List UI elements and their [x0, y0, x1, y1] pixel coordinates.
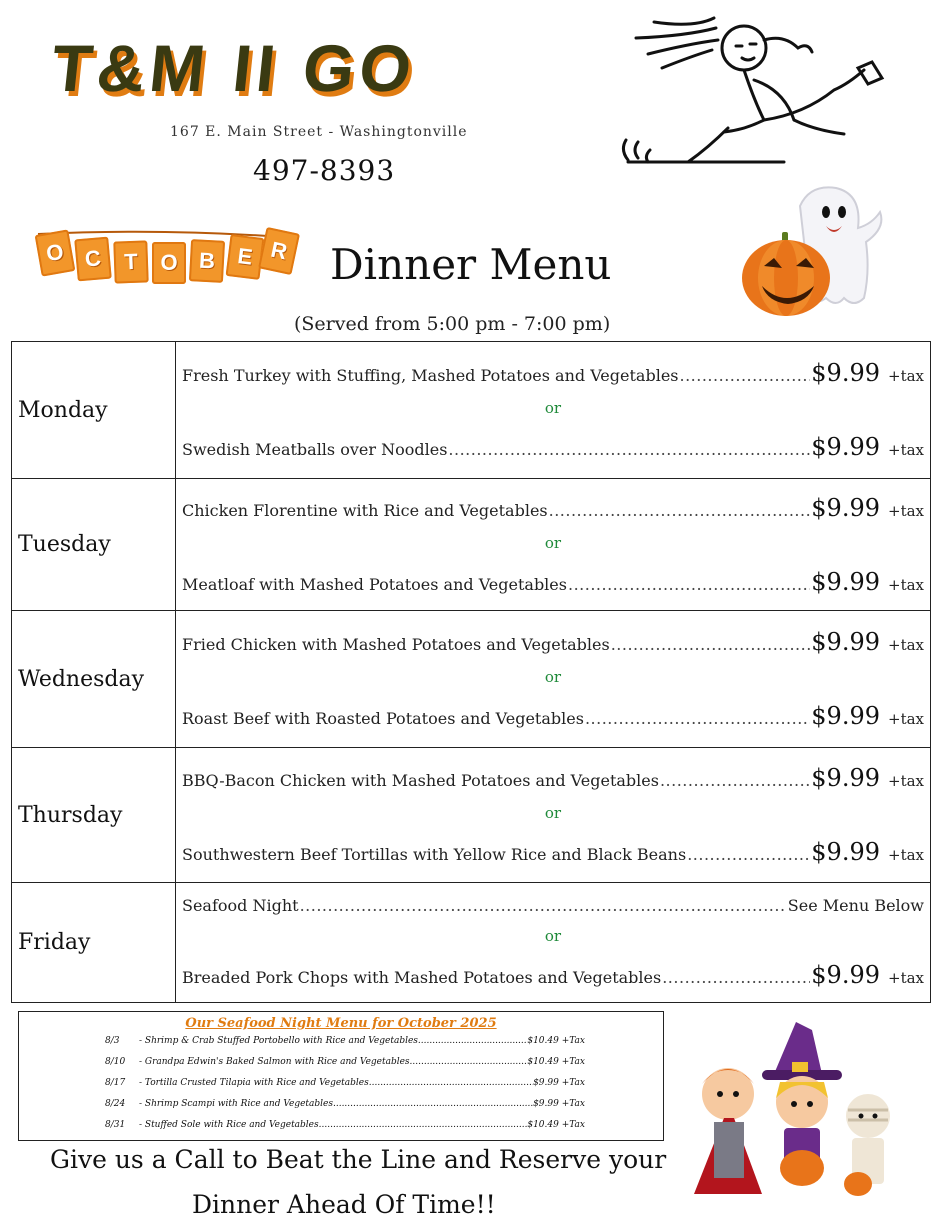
- item-tax: +tax: [888, 367, 924, 385]
- seafood-price: $9.99 +Tax: [533, 1078, 585, 1088]
- item-name: Roast Beef with Roasted Potatoes and Vegetables: [182, 709, 584, 728]
- seafood-price: $10.49 +Tax: [527, 1036, 585, 1046]
- item-name: Chicken Florentine with Rice and Vegetables: [182, 500, 548, 520]
- item-price: $9.99: [811, 567, 880, 596]
- item-name: Seafood Night: [182, 896, 299, 915]
- menu-items: [176, 479, 931, 611]
- or-separator: or: [544, 668, 562, 686]
- item-price: $9.99: [811, 493, 880, 522]
- item-tax: +tax: [888, 441, 924, 459]
- dinner-menu-table: [11, 341, 931, 1003]
- seafood-price: $10.49 +Tax: [527, 1120, 585, 1130]
- seafood-date: 8/10: [105, 1057, 126, 1067]
- trick-or-treat-kids-icon: [688, 1018, 914, 1204]
- table-row: [12, 883, 931, 1003]
- logo: T&M II GO: [48, 31, 420, 105]
- banner-letter: E: [226, 234, 265, 280]
- menu-item: [182, 896, 924, 915]
- menu-item: [182, 838, 924, 866]
- list-item: [105, 1099, 585, 1120]
- banner-letter: T: [113, 240, 148, 283]
- seafood-name: - Shrimp & Crab Stuffed Portobello with Rice and Vegetables: [139, 1036, 418, 1046]
- item-name: Fried Chicken with Mashed Potatoes and Vegetables: [182, 635, 610, 654]
- item-price: $9.99: [811, 961, 880, 989]
- item-name: Meatloaf with Mashed Potatoes and Vegetables: [182, 574, 567, 594]
- item-tax: +tax: [888, 772, 924, 790]
- menu-items: [176, 342, 931, 479]
- item-price: $9.99: [811, 764, 880, 792]
- seafood-name: - Tortilla Crusted Tilapia with Rice and Vegetables: [139, 1078, 369, 1088]
- item-name: Swedish Meatballs over Noodles: [182, 440, 448, 459]
- day-label: Tuesday: [12, 479, 176, 611]
- item-name: BBQ-Bacon Chicken with Mashed Potatoes and Vegetables: [182, 771, 659, 790]
- menu-item: [182, 628, 924, 656]
- or-separator: or: [544, 804, 562, 822]
- seafood-heading: Our Seafood Night Menu for October 2025: [185, 1016, 497, 1031]
- served-hours: (Served from 5:00 pm - 7:00 pm): [294, 313, 611, 335]
- menu-item: [182, 702, 924, 730]
- banner-letter: O: [35, 229, 76, 276]
- item-name: Fresh Turkey with Stuffing, Mashed Potatoes and Vegetables: [182, 366, 679, 385]
- menu-items: [176, 883, 931, 1003]
- october-banner: [36, 218, 298, 290]
- seafood-menu-box: [18, 1011, 664, 1141]
- item-name: Southwestern Beef Tortillas with Yellow Rice and Black Beans: [182, 845, 687, 864]
- item-price: $9.99: [811, 838, 880, 866]
- seafood-date: 8/24: [105, 1099, 126, 1109]
- item-tax: +tax: [888, 575, 924, 594]
- item-price: $9.99: [811, 702, 880, 730]
- phone-number: 497-8393: [253, 154, 396, 187]
- seafood-name: - Stuffed Sole with Rice and Vegetables: [139, 1120, 319, 1130]
- menu-items: [176, 611, 931, 748]
- menu-item: [182, 494, 924, 522]
- table-row: [12, 611, 931, 748]
- banner-letter: R: [258, 227, 300, 275]
- item-tax: +tax: [888, 710, 924, 728]
- day-label: Friday: [12, 883, 176, 1003]
- menu-item: [182, 359, 924, 387]
- menu-item: [182, 961, 924, 989]
- or-separator: or: [544, 399, 562, 417]
- seafood-name: - Shrimp Scampi with Rice and Vegetables: [139, 1099, 333, 1109]
- list-item: [105, 1036, 585, 1057]
- list-item: [105, 1078, 585, 1099]
- table-row: [12, 342, 931, 479]
- running-man-icon: [604, 10, 894, 170]
- day-label: Wednesday: [12, 611, 176, 748]
- footer-line-1: Give us a Call to Beat the Line and Reserve your: [50, 1145, 667, 1174]
- banner-letter: O: [152, 242, 186, 284]
- banner-letter: C: [74, 237, 112, 282]
- table-row: [12, 479, 931, 611]
- footer-line-2: Dinner Ahead Of Time!!: [192, 1190, 496, 1219]
- list-item: [105, 1120, 585, 1141]
- seafood-price: $9.99 +Tax: [533, 1099, 585, 1109]
- seafood-list: [105, 1036, 585, 1141]
- or-separator: or: [544, 927, 562, 945]
- seafood-date: 8/31: [105, 1120, 126, 1130]
- item-name: Breaded Pork Chops with Mashed Potatoes and Vegetables: [182, 968, 662, 987]
- menu-item: [182, 568, 924, 596]
- pumpkin-ghost-icon: [738, 186, 888, 322]
- or-separator: or: [544, 533, 562, 552]
- seafood-date: 8/3: [105, 1036, 120, 1046]
- menu-item: [182, 764, 924, 792]
- page-title: Dinner Menu: [330, 240, 612, 289]
- item-tax: +tax: [888, 846, 924, 864]
- table-row: [12, 748, 931, 883]
- menu-item: [182, 433, 924, 461]
- seafood-price: $10.49 +Tax: [527, 1057, 585, 1067]
- item-tax: +tax: [888, 501, 924, 520]
- item-price: $9.99: [811, 359, 880, 387]
- item-price: $9.99: [811, 433, 880, 461]
- item-tax: +tax: [888, 969, 924, 987]
- banner-letter: B: [189, 239, 225, 283]
- item-price: $9.99: [811, 628, 880, 656]
- menu-items: [176, 748, 931, 883]
- day-label: Thursday: [12, 748, 176, 883]
- seafood-name: - Grandpa Edwin's Baked Salmon with Rice and Vegetables: [139, 1057, 410, 1067]
- address: 167 E. Main Street - Washingtonville: [170, 124, 468, 140]
- seafood-date: 8/17: [105, 1078, 126, 1088]
- item-note: See Menu Below: [787, 896, 924, 915]
- day-label: Monday: [12, 342, 176, 479]
- list-item: [105, 1057, 585, 1078]
- item-tax: +tax: [888, 636, 924, 654]
